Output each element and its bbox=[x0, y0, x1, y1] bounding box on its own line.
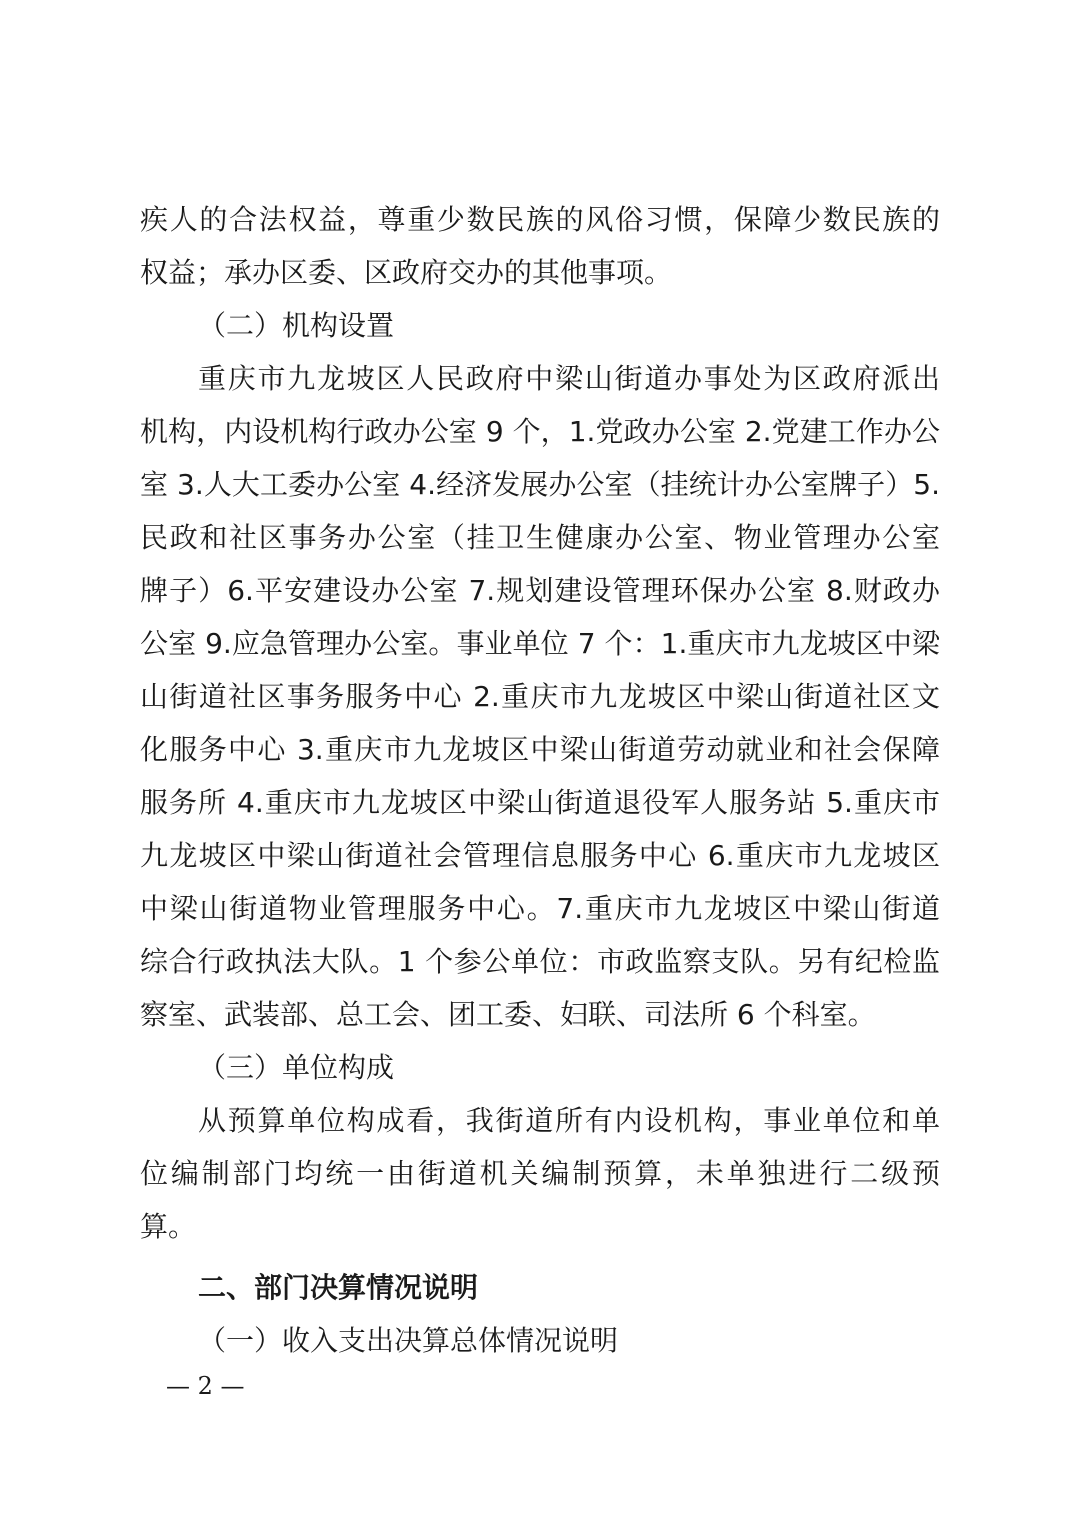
text-line: 化服务中心 3.重庆市九龙坡区中梁山街道劳动就业和社会保障 bbox=[140, 733, 940, 766]
text-line: 山街道社区事务服务中心 2.重庆市九龙坡区中梁山街道社区文 bbox=[140, 680, 940, 713]
text-line: 公室 9.应急管理办公室。事业单位 7 个：1.重庆市九龙坡区中梁 bbox=[140, 627, 940, 660]
paragraph-org-setup bbox=[140, 352, 940, 1041]
text-line: 室 3.人大工委办公室 4.经济发展办公室（挂统计办公室牌子）5. bbox=[140, 468, 940, 501]
section-heading-main: 二、部门决算情况说明 bbox=[198, 1271, 479, 1304]
section-heading-unit-composition: （三）单位构成 bbox=[198, 1051, 395, 1084]
paragraph-unit-composition bbox=[140, 1094, 940, 1253]
text-line: 权益；承办区委、区政府交办的其他事项。 bbox=[140, 256, 673, 289]
text-line: 牌子）6.平安建设办公室 7.规划建设管理环保办公室 8.财政办 bbox=[140, 574, 940, 607]
text-line: 服务所 4.重庆市九龙坡区中梁山街道退役军人服务站 5.重庆市 bbox=[140, 786, 940, 819]
text-line: 机构，内设机构行政办公室 9 个，1.党政办公室 2.党建工作办公 bbox=[140, 415, 940, 448]
text-line: 民政和社区事务办公室（挂卫生健康办公室、物业管理办公室 bbox=[140, 521, 940, 554]
text-line: 从预算单位构成看，我街道所有内设机构，事业单位和单 bbox=[198, 1104, 940, 1137]
text-line: 综合行政执法大队。1 个参公单位：市政监察支队。另有纪检监 bbox=[140, 945, 940, 978]
document-body bbox=[140, 193, 940, 1367]
text-line: 重庆市九龙坡区人民政府中梁山街道办事处为区政府派出 bbox=[198, 362, 940, 395]
text-line: 中梁山街道物业管理服务中心。7.重庆市九龙坡区中梁山街道 bbox=[140, 892, 940, 925]
page-number: — 2 — bbox=[166, 1372, 245, 1400]
text-line: 察室、武装部、总工会、团工委、妇联、司法所 6 个科室。 bbox=[140, 998, 876, 1031]
text-line: 疾人的合法权益，尊重少数民族的风俗习惯，保障少数民族的 bbox=[140, 203, 940, 236]
text-line: 算。 bbox=[140, 1210, 197, 1243]
paragraph-continued bbox=[140, 193, 940, 299]
text-line: 九龙坡区中梁山街道社会管理信息服务中心 6.重庆市九龙坡区 bbox=[140, 839, 940, 872]
text-line: 位编制部门均统一由街道机关编制预算，未单独进行二级预 bbox=[140, 1157, 940, 1190]
section-subheading: （一）收入支出决算总体情况说明 bbox=[198, 1324, 619, 1357]
section-heading-org-setup: （二）机构设置 bbox=[198, 309, 395, 342]
